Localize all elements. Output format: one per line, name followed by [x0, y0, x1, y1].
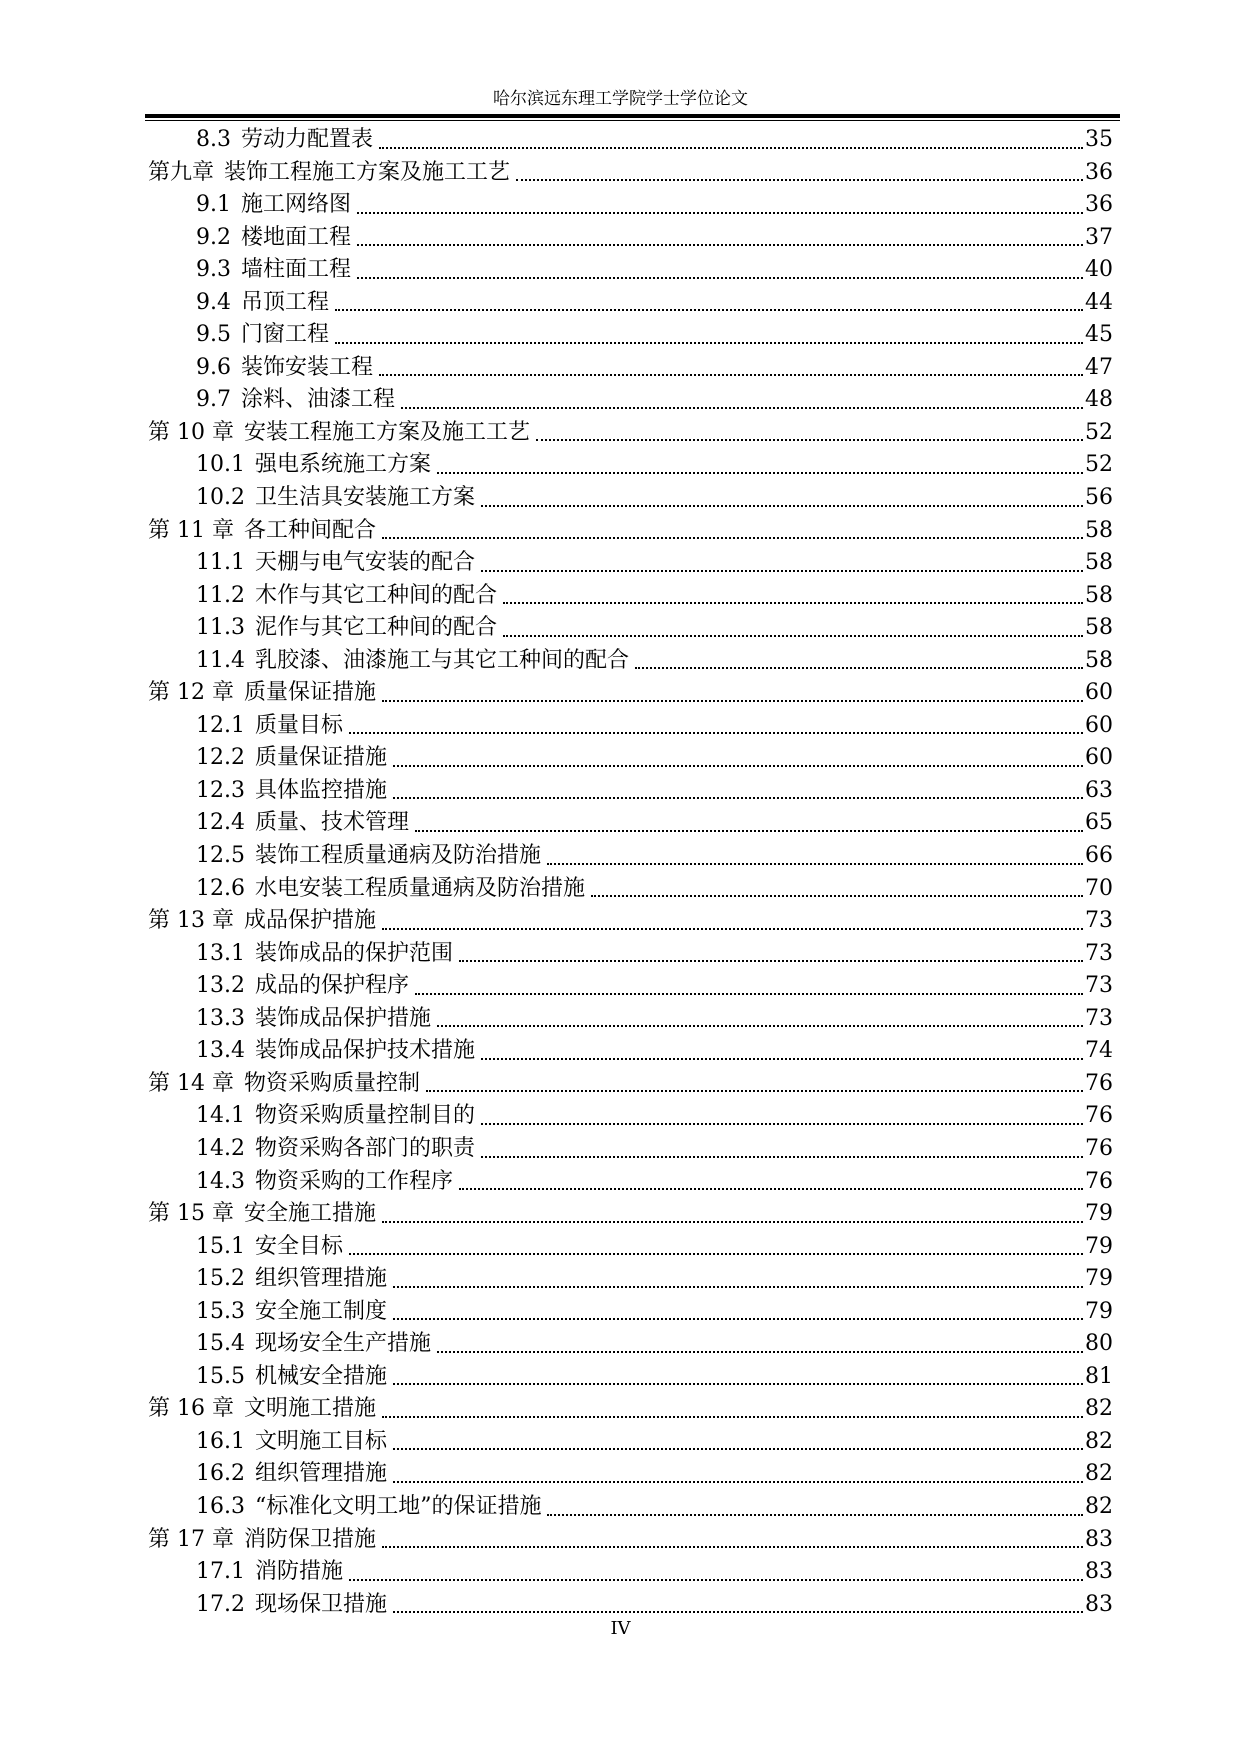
toc-dot-leader — [503, 602, 1083, 604]
toc-section-entry[interactable] — [148, 1296, 1113, 1329]
toc-entry-number: 17.1 — [196, 1559, 245, 1585]
toc-dot-leader — [382, 928, 1083, 930]
toc-entry-title: “标准化文明工地”的保证措施 — [254, 1493, 542, 1519]
toc-entry-title: 成品的保护程序 — [254, 973, 409, 999]
toc-entry-title: 天棚与电气安装的配合 — [254, 550, 475, 576]
toc-dot-leader — [437, 472, 1083, 474]
toc-dot-leader — [481, 1156, 1083, 1158]
toc-dot-leader — [349, 1253, 1083, 1255]
toc-entry-page: 56 — [1085, 485, 1113, 511]
toc-entry-page: 48 — [1085, 387, 1113, 413]
toc-entry-number: 第 11 章 — [148, 517, 234, 543]
toc-entry-title: 门窗工程 — [241, 322, 330, 348]
toc-entry-page: 81 — [1085, 1363, 1113, 1389]
toc-chapter-entry[interactable] — [148, 1524, 1113, 1557]
toc-entry-title: 机械安全措施 — [254, 1363, 387, 1389]
toc-section-entry[interactable] — [148, 449, 1113, 482]
toc-dot-leader — [393, 1611, 1083, 1613]
toc-entry-page: 60 — [1085, 680, 1113, 706]
toc-entry-title: 消防措施 — [254, 1559, 343, 1585]
toc-entry-page: 82 — [1085, 1493, 1113, 1519]
toc-entry-title: 组织管理措施 — [254, 1266, 387, 1292]
toc-entry-page: 66 — [1085, 843, 1113, 869]
toc-entry-title: 装饰安装工程 — [241, 354, 374, 380]
toc-chapter-entry[interactable] — [148, 677, 1113, 710]
toc-section-entry[interactable] — [148, 1458, 1113, 1491]
toc-entry-title: 消防保卫措施 — [243, 1526, 376, 1552]
toc-dot-leader — [382, 1221, 1083, 1223]
toc-dot-leader — [415, 830, 1083, 832]
toc-dot-leader — [382, 537, 1083, 539]
toc-entry-number: 12.6 — [196, 875, 245, 901]
toc-dot-leader — [393, 797, 1083, 799]
toc-dot-leader — [349, 1579, 1083, 1581]
toc-entry-number: 11.1 — [196, 550, 245, 576]
toc-entry-title: 装饰工程质量通病及防治措施 — [254, 843, 541, 869]
toc-entry-number: 第九章 — [148, 159, 215, 185]
toc-section-entry[interactable] — [148, 124, 1113, 157]
toc-dot-leader — [426, 1090, 1083, 1092]
toc-entry-title: 各工种间配合 — [243, 517, 376, 543]
toc-dot-leader — [437, 1025, 1083, 1027]
toc-entry-number: 第 16 章 — [148, 1396, 234, 1422]
toc-entry-number: 9.6 — [196, 354, 231, 380]
toc-entry-title: 劳动力配置表 — [241, 127, 374, 152]
toc-entry-number: 10.1 — [196, 452, 245, 478]
toc-chapter-entry[interactable] — [148, 417, 1113, 450]
toc-entry-page: 70 — [1085, 875, 1113, 901]
toc-entry-page: 58 — [1085, 550, 1113, 576]
toc-section-entry[interactable] — [148, 1133, 1113, 1166]
toc-entry-page: 58 — [1085, 517, 1113, 543]
header-rule-thick — [145, 114, 1120, 118]
toc-entry-title: 装饰成品的保护范围 — [254, 940, 453, 966]
toc-section-entry[interactable] — [148, 1556, 1113, 1589]
toc-entry-number: 9.7 — [196, 387, 231, 413]
toc-dot-leader — [635, 667, 1083, 669]
toc-section-entry[interactable] — [148, 1491, 1113, 1524]
toc-section-entry[interactable] — [148, 319, 1113, 352]
toc-entry-title: 物资采购质量控制 — [243, 1070, 420, 1096]
toc-dot-leader — [393, 1383, 1083, 1385]
toc-entry-number: 12.4 — [196, 810, 245, 836]
toc-entry-number: 13.4 — [196, 1038, 245, 1064]
toc-entry-number: 9.2 — [196, 224, 231, 250]
toc-dot-leader — [547, 863, 1083, 865]
toc-entry-number: 15.5 — [196, 1363, 245, 1389]
toc-section-entry[interactable] — [148, 807, 1113, 840]
toc-chapter-entry[interactable] — [148, 905, 1113, 938]
toc-section-entry[interactable] — [148, 254, 1113, 287]
toc-entry-page: 40 — [1085, 257, 1113, 283]
toc-entry-title: 安全施工制度 — [254, 1298, 387, 1324]
toc-entry-number: 13.3 — [196, 1005, 245, 1031]
toc-entry-number: 13.1 — [196, 940, 245, 966]
toc-entry-title: 物资采购的工作程序 — [254, 1168, 453, 1194]
toc-section-entry[interactable] — [148, 840, 1113, 873]
toc-entry-title: 质量目标 — [254, 712, 343, 738]
toc-entry-page: 58 — [1085, 647, 1113, 673]
toc-entry-page: 76 — [1085, 1103, 1113, 1129]
toc-entry-number: 第 17 章 — [148, 1526, 234, 1552]
toc-entry-number: 17.2 — [196, 1591, 245, 1617]
toc-entry-title: 涂料、油漆工程 — [241, 387, 396, 413]
toc-section-entry[interactable] — [148, 775, 1113, 808]
toc-section-entry[interactable] — [148, 1263, 1113, 1296]
toc-chapter-entry[interactable] — [148, 1198, 1113, 1231]
toc-entry-page: 36 — [1085, 192, 1113, 218]
toc-entry-number: 12.2 — [196, 745, 245, 771]
toc-dot-leader — [357, 212, 1083, 214]
toc-section-entry[interactable] — [148, 287, 1113, 320]
toc-entry-number: 10.2 — [196, 485, 245, 511]
toc-entry-number: 12.5 — [196, 843, 245, 869]
toc-entry-page: 83 — [1085, 1526, 1113, 1552]
toc-dot-leader — [481, 570, 1083, 572]
toc-dot-leader — [393, 765, 1083, 767]
toc-dot-leader — [393, 1318, 1083, 1320]
toc-entry-page: 60 — [1085, 745, 1113, 771]
toc-entry-title: 现场安全生产措施 — [254, 1331, 431, 1357]
toc-dot-leader — [393, 1286, 1083, 1288]
toc-dot-leader — [481, 1058, 1083, 1060]
toc-dot-leader — [459, 960, 1083, 962]
toc-entry-number: 15.4 — [196, 1331, 245, 1357]
toc-entry-title: 卫生洁具安装施工方案 — [254, 485, 475, 511]
toc-dot-leader — [547, 1514, 1083, 1516]
toc-dot-leader — [481, 1123, 1083, 1125]
toc-section-entry[interactable] — [148, 645, 1113, 678]
toc-entry-page: 82 — [1085, 1461, 1113, 1487]
toc-section-entry[interactable] — [148, 612, 1113, 645]
toc-dot-leader — [357, 277, 1083, 279]
toc-entry-title: 墙柱面工程 — [241, 257, 352, 283]
toc-entry-page: 80 — [1085, 1331, 1113, 1357]
toc-entry-number: 14.2 — [196, 1135, 245, 1161]
toc-entry-title: 木作与其它工种间的配合 — [254, 582, 497, 608]
toc-dot-leader — [415, 993, 1083, 995]
toc-entry-page: 73 — [1085, 1005, 1113, 1031]
running-header: 哈尔滨远东理工学院学士学位论文 — [493, 89, 748, 109]
toc-entry-number: 第 15 章 — [148, 1201, 234, 1227]
toc-entry-title: 质量保证措施 — [243, 680, 376, 706]
toc-entry-page: 79 — [1085, 1201, 1113, 1227]
toc-entry-page: 35 — [1085, 127, 1113, 152]
toc-entry-title: 吊顶工程 — [241, 289, 330, 315]
toc-entry-title: 现场保卫措施 — [254, 1591, 387, 1617]
toc-dot-leader — [481, 505, 1083, 507]
toc-entry-title: 水电安装工程质量通病及防治措施 — [254, 875, 585, 901]
toc-entry-page: 45 — [1085, 322, 1113, 348]
toc-dot-leader — [379, 147, 1083, 149]
toc-entry-number: 14.3 — [196, 1168, 245, 1194]
toc-entry-number: 12.1 — [196, 712, 245, 738]
toc-entry-page: 76 — [1085, 1135, 1113, 1161]
toc-entry-number: 11.4 — [196, 647, 245, 673]
toc-entry-number: 13.2 — [196, 973, 245, 999]
toc-dot-leader — [349, 732, 1083, 734]
toc-entry-page: 73 — [1085, 908, 1113, 934]
toc-dot-leader — [516, 179, 1083, 181]
toc-section-entry[interactable] — [148, 1003, 1113, 1036]
toc-entry-page: 37 — [1085, 224, 1113, 250]
toc-entry-number: 8.3 — [196, 127, 231, 152]
toc-entry-page: 82 — [1085, 1428, 1113, 1454]
toc-section-entry[interactable] — [148, 1231, 1113, 1264]
toc-entry-number: 16.2 — [196, 1461, 245, 1487]
toc-dot-leader — [379, 374, 1083, 376]
toc-section-entry[interactable] — [148, 1166, 1113, 1199]
table-of-contents — [148, 124, 1113, 1621]
toc-section-entry[interactable] — [148, 1328, 1113, 1361]
toc-entry-number: 第 10 章 — [148, 419, 234, 445]
toc-entry-title: 施工网络图 — [241, 192, 352, 218]
toc-section-entry[interactable] — [148, 970, 1113, 1003]
toc-dot-leader — [382, 700, 1083, 702]
toc-section-entry[interactable] — [148, 547, 1113, 580]
toc-entry-page: 73 — [1085, 973, 1113, 999]
toc-entry-page: 79 — [1085, 1298, 1113, 1324]
toc-entry-page: 60 — [1085, 712, 1113, 738]
toc-chapter-entry[interactable] — [148, 515, 1113, 548]
toc-section-entry[interactable] — [148, 189, 1113, 222]
toc-entry-title: 质量、技术管理 — [254, 810, 409, 836]
toc-entry-number: 15.2 — [196, 1266, 245, 1292]
toc-entry-page: 52 — [1085, 452, 1113, 478]
toc-section-entry[interactable] — [148, 1361, 1113, 1394]
toc-entry-title: 安全施工措施 — [243, 1201, 376, 1227]
toc-dot-leader — [335, 342, 1083, 344]
toc-entry-number: 15.3 — [196, 1298, 245, 1324]
toc-entry-page: 36 — [1085, 159, 1113, 185]
toc-dot-leader — [393, 1481, 1083, 1483]
toc-entry-page: 74 — [1085, 1038, 1113, 1064]
toc-entry-title: 成品保护措施 — [243, 908, 376, 934]
toc-chapter-entry[interactable] — [148, 1068, 1113, 1101]
toc-entry-number: 11.3 — [196, 615, 245, 641]
toc-dot-leader — [503, 635, 1083, 637]
toc-entry-title: 组织管理措施 — [254, 1461, 387, 1487]
toc-entry-number: 9.5 — [196, 322, 231, 348]
toc-dot-leader — [591, 895, 1083, 897]
toc-entry-title: 文明施工目标 — [254, 1428, 387, 1454]
toc-entry-title: 装饰工程施工方案及施工工艺 — [224, 159, 511, 185]
toc-entry-title: 强电系统施工方案 — [254, 452, 431, 478]
toc-entry-number: 第 12 章 — [148, 680, 234, 706]
toc-entry-number: 14.1 — [196, 1103, 245, 1129]
toc-entry-title: 楼地面工程 — [241, 224, 352, 250]
toc-entry-page: 58 — [1085, 615, 1113, 641]
toc-dot-leader — [459, 1188, 1083, 1190]
toc-entry-title: 装饰成品保护措施 — [254, 1005, 431, 1031]
toc-section-entry[interactable] — [148, 482, 1113, 515]
toc-section-entry[interactable] — [148, 1589, 1113, 1622]
toc-entry-page: 63 — [1085, 777, 1113, 803]
toc-entry-page: 82 — [1085, 1396, 1113, 1422]
toc-dot-leader — [536, 439, 1083, 441]
toc-dot-leader — [382, 1546, 1083, 1548]
toc-entry-title: 具体监控措施 — [254, 777, 387, 803]
toc-entry-number: 16.3 — [196, 1493, 245, 1519]
toc-section-entry[interactable] — [148, 873, 1113, 906]
toc-section-entry[interactable] — [148, 1100, 1113, 1133]
toc-entry-number: 第 14 章 — [148, 1070, 234, 1096]
toc-section-entry[interactable] — [148, 222, 1113, 255]
toc-section-entry[interactable] — [148, 384, 1113, 417]
toc-dot-leader — [437, 1351, 1083, 1353]
toc-entry-page: 76 — [1085, 1070, 1113, 1096]
toc-entry-title: 安装工程施工方案及施工工艺 — [243, 419, 530, 445]
toc-section-entry[interactable] — [148, 352, 1113, 385]
toc-entry-page: 58 — [1085, 582, 1113, 608]
toc-entry-number: 9.4 — [196, 289, 231, 315]
toc-entry-page: 73 — [1085, 940, 1113, 966]
toc-entry-page: 76 — [1085, 1168, 1113, 1194]
toc-entry-title: 乳胶漆、油漆施工与其它工种间的配合 — [254, 647, 629, 673]
toc-entry-page: 44 — [1085, 289, 1113, 315]
toc-section-entry[interactable] — [148, 742, 1113, 775]
toc-entry-number: 15.1 — [196, 1233, 245, 1259]
toc-entry-title: 物资采购质量控制目的 — [254, 1103, 475, 1129]
toc-entry-number: 9.3 — [196, 257, 231, 283]
toc-entry-page: 65 — [1085, 810, 1113, 836]
toc-dot-leader — [335, 309, 1083, 311]
toc-section-entry[interactable] — [148, 1035, 1113, 1068]
toc-entry-title: 文明施工措施 — [243, 1396, 376, 1422]
toc-section-entry[interactable] — [148, 1426, 1113, 1459]
toc-entry-page: 52 — [1085, 419, 1113, 445]
toc-entry-page: 47 — [1085, 354, 1113, 380]
page-number: IV — [610, 1618, 631, 1639]
header-rule-thin — [145, 120, 1120, 121]
toc-section-entry[interactable] — [148, 938, 1113, 971]
toc-entry-number: 第 13 章 — [148, 908, 234, 934]
toc-entry-title: 质量保证措施 — [254, 745, 387, 771]
toc-entry-number: 12.3 — [196, 777, 245, 803]
toc-entry-page: 83 — [1085, 1591, 1113, 1617]
toc-entry-number: 11.2 — [196, 582, 245, 608]
toc-entry-page: 83 — [1085, 1559, 1113, 1585]
toc-entry-title: 装饰成品保护技术措施 — [254, 1038, 475, 1064]
toc-dot-leader — [401, 407, 1083, 409]
toc-entry-page: 79 — [1085, 1266, 1113, 1292]
toc-section-entry[interactable] — [148, 710, 1113, 743]
toc-section-entry[interactable] — [148, 580, 1113, 613]
toc-entry-title: 安全目标 — [254, 1233, 343, 1259]
toc-chapter-entry[interactable] — [148, 157, 1113, 190]
toc-dot-leader — [393, 1448, 1083, 1450]
toc-entry-number: 9.1 — [196, 192, 231, 218]
toc-entry-title: 物资采购各部门的职责 — [254, 1135, 475, 1161]
toc-chapter-entry[interactable] — [148, 1393, 1113, 1426]
toc-dot-leader — [382, 1416, 1083, 1418]
toc-entry-number: 16.1 — [196, 1428, 245, 1454]
toc-entry-title: 泥作与其它工种间的配合 — [254, 615, 497, 641]
toc-dot-leader — [357, 244, 1083, 246]
toc-entry-page: 79 — [1085, 1233, 1113, 1259]
